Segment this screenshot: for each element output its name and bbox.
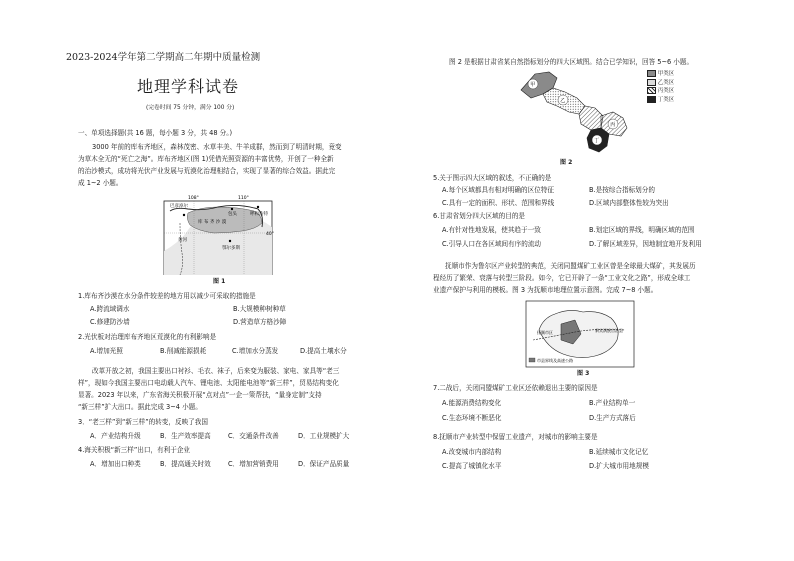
place-label: 巴彦淖尔 — [170, 204, 188, 209]
passage-line: 成 1~2 小题。 — [78, 179, 123, 187]
q3-option-a[interactable]: A．产业结构升级 — [90, 432, 141, 440]
q8-option-c[interactable]: C.提高了城镇化水平 — [442, 462, 502, 470]
question-4-stem: 4.海关积极“新三样”出口，有利于企业 — [78, 446, 191, 454]
region-mark: 丙 — [610, 122, 616, 128]
q2-option-a[interactable]: A.增加光照 — [90, 347, 123, 355]
passage-line: 显著。2023 年以来，广东省海关积极开展“点对点”一企一策帮扶，“量身定制”支持 — [78, 391, 322, 399]
q7-option-d[interactable]: D.生产方式落后 — [589, 414, 636, 422]
q1-option-a[interactable]: A.跨流域调水 — [90, 305, 130, 313]
figure-2-caption: 图 2 — [560, 159, 573, 166]
q8-option-d[interactable]: D.扩大城市用地规模 — [589, 462, 649, 470]
exam-title: 地理学科试卷 — [137, 77, 240, 96]
lat-label: 40° — [266, 232, 274, 237]
q7-option-b[interactable]: B.产业结构单一 — [589, 399, 636, 407]
lon-label: 108° — [188, 196, 199, 201]
q4-option-d[interactable]: D．保证产品质量 — [298, 460, 350, 468]
passage-line: 的治沙模式，成功将光伏产业发展与荒漠化治理相结合，实现了显著的综合效益。据此完 — [78, 167, 336, 175]
region-mark: 乙 — [560, 98, 566, 104]
q8-option-a[interactable]: A.改变城市内部结构 — [442, 448, 502, 456]
question-6-stem: 6.甘肃省划分四大区域的目的是 — [433, 212, 526, 220]
q1-option-b[interactable]: B.大规模种树种草 — [233, 305, 286, 313]
q2-option-d[interactable]: D.提高土壤水分 — [300, 347, 347, 355]
q7-option-c[interactable]: C.生态环境不断恶化 — [442, 414, 502, 422]
q8-option-b[interactable]: B.延续城市文化记忆 — [589, 448, 649, 456]
q1-option-d[interactable]: D.营造草方格沙障 — [233, 318, 287, 326]
section-heading: 一、单项选择题(共 16 题，每小题 3 分，共 48 分。) — [78, 129, 233, 137]
passage-line: 抚顺市作为鲁尔区产业转型的典范，关闭同盟煤矿工业区曾是全球最大煤矿，其发展历 — [445, 262, 696, 270]
figure-2-map — [517, 68, 637, 158]
figure-2-legend — [647, 70, 674, 104]
figure-1-map — [158, 193, 278, 275]
q3-option-b[interactable]: B．生产效率提高 — [160, 432, 211, 440]
figure-3-caption: 图 3 — [577, 370, 590, 377]
question-1-stem: 1.库布齐沙漠在水分条件较差的地方用以减少可采取的措施是 — [78, 292, 256, 300]
map3-legend: 市县界线及高速公路 — [537, 358, 573, 363]
place-label: 包头 — [228, 212, 237, 217]
q4-option-a[interactable]: A．增加出口种类 — [90, 460, 141, 468]
exam-header: 2023-2024学年第二学期高二年期中质量检测 — [66, 52, 261, 63]
q3-option-c[interactable]: C．交通条件改善 — [228, 432, 279, 440]
question-3-stem: 3．“老三样”到“新三样”的转变，反映了我国 — [78, 418, 208, 426]
q3-option-d[interactable]: D．工业规模扩大 — [298, 432, 350, 440]
passage-line: 3000 年前的库布齐地区，森林茂密、水草丰美、牛羊成群，然而到了明清时期，竟变 — [92, 143, 342, 151]
fushun-map-svg — [525, 300, 635, 368]
figure-3-map — [525, 300, 635, 368]
figure-1-caption: 图 1 — [213, 278, 226, 285]
q5-option-a[interactable]: A.每个区域都具有相对明确的区位特征 — [442, 186, 554, 194]
q5-option-c[interactable]: C.具有一定的面积、形状、范围和界线 — [442, 199, 555, 207]
q5-option-b[interactable]: B.是按综合指标划分的 — [589, 186, 655, 194]
passage-line: 改革开放之初，我国主要出口衬衫、毛衣、袜子，后来变为服装、家电、家具等“老三 — [92, 367, 340, 375]
q6-option-d[interactable]: D.了解区域差异，因地制宜地开发利用 — [589, 240, 702, 248]
legend-item: 丁类区 — [647, 96, 674, 105]
place-label: 呼和浩特 — [250, 212, 268, 217]
kubuqi-map-svg — [158, 193, 278, 275]
question-5-stem: 5.关于图示四大区域的叙述，不正确的是 — [433, 174, 552, 182]
map3-label: 抚顺市区 — [537, 330, 553, 335]
q7-option-a[interactable]: A.能源消费结构变化 — [442, 399, 502, 407]
question-7-stem: 7.二战后，关闭同盟煤矿工业区还依赖退出主要的原因是 — [433, 384, 598, 392]
passage-line: 业遗产保护与利用的模板。图 3 为抚顺市地理位置示意图。完成 7~8 小题。 — [433, 286, 658, 294]
region-mark: 丁 — [594, 138, 600, 144]
passage-line: 样”，现如今我国主要出口电动载人汽车、锂电池、太阳能电池等“新三样”，贸易结构变化 — [78, 379, 339, 387]
lon-label: 110° — [238, 196, 249, 201]
q6-option-b[interactable]: B.划定区域的界线，明确区域的范围 — [589, 226, 695, 234]
question-8-stem: 8.抚顺市产业转型中保留工业遗产，对城市的影响主要是 — [433, 433, 598, 441]
q1-option-c[interactable]: C.修建防沙墙 — [90, 318, 130, 326]
question-2-stem: 2.光伏板对治理库布齐地区荒漠化的有利影响是 — [78, 333, 217, 341]
q4-option-c[interactable]: C．增加营销费用 — [228, 460, 279, 468]
map3-label: 新宾满族自治县 — [595, 328, 623, 333]
q6-option-c[interactable]: C.引导人口在各区域间有序的流动 — [442, 240, 542, 248]
place-label: 鄂尔多斯 — [222, 246, 240, 251]
gansu-map-svg — [517, 68, 637, 158]
legend-item: 丙类区 — [647, 87, 674, 96]
legend-item: 乙类区 — [647, 79, 674, 88]
q2-option-c[interactable]: C.增加水分蒸发 — [232, 347, 279, 355]
desert-label: 库 布 齐 沙 漠 — [198, 220, 227, 225]
river-label: 黄河 — [178, 238, 187, 243]
q4-option-b[interactable]: B．提高通关时效 — [160, 460, 211, 468]
passage-line: 为草木全无的“死亡之海”。库布齐地区(图 1)凭借光照资源的丰富优势，开创了一种全新 — [78, 155, 334, 163]
legend-item: 甲类区 — [647, 70, 674, 79]
passage-line: “新三样”扩大出口。据此完成 3~4 小题。 — [78, 403, 202, 411]
q5-option-d[interactable]: D.区域内部整体性较为突出 — [589, 199, 669, 207]
right-page — [397, 0, 794, 561]
figure-2-intro: 图 2 是根据甘肃省某自然指标划分的四大区域图。结合已学知识，回答 5~6 小题。 — [449, 58, 694, 66]
region-mark: 甲 — [530, 82, 536, 88]
passage-line: 程经历了繁荣、衰落与转型三阶段。如今，它已开辟了一条“工业文化之路”，形成全球工 — [433, 274, 691, 282]
exam-meta: (完卷时间 75 分钟，满分 100 分) — [146, 105, 235, 111]
q2-option-b[interactable]: B.削减能源损耗 — [160, 347, 207, 355]
q6-option-a[interactable]: A.有针对性地发展，使其趋于一致 — [442, 226, 541, 234]
